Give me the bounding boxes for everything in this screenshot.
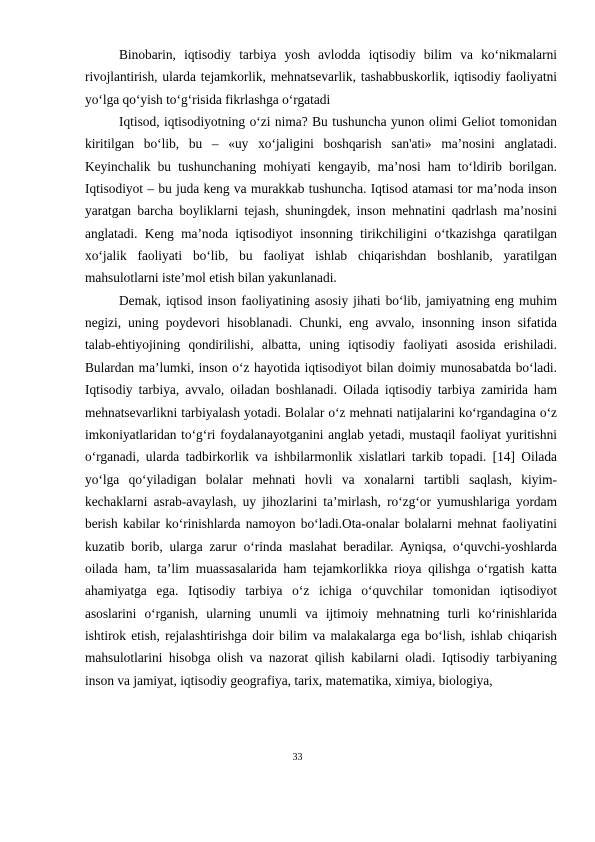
paragraph-family-economic-upbringing: Demak, iqtisod inson faoliyatining asosiy jihati bo‘lib, jamiyatning eng muhim negizi, uning poydevori hisoblanadi. Chunki, eng avvalo, insonning inson sifatida talab-ehtiyojining qondirilishi, albatta, uning iqtisodiy faoliyati asosida erishiladi. Bulardan ma’lumki, inson o‘z hayotida iqtisodiyot bilan doimiy munosabatda bo‘ladi. Iqtisodiy tarbiya, avvalo, oiladan boshlanadi. Oilada iqtisodiy tarbiya zamirida ham mehnatsevarlikni tarbiyalash yotadi. Bolalar o‘z mehnati natijalarini ko‘rgandagina o‘z imkoniyatlaridan to‘g‘ri foydalanayotganini anglab yetadi, mustaqil faoliyat yuritishni o‘rganadi, ularda tadbirkorlik va ishbilarmonlik xislatlari tarkib topadi. [14] Oilada yo‘lga qo‘yiladigan bolalar mehnati hovli va xonalarni tartibli saqlash, kiyim-kechaklarni asrab-avaylash, uy jihozlarini ta’mirlash, ro‘zg‘or yumushlariga yordam berish kabilar ko‘rinishlarda namoyon bo‘ladi.Ota-onalar bolalarni mehnat faoliyatini kuzatib borib, ularga zarur o‘rinda maslahat beradilar. Ayniqsa, o‘quvchi-yoshlarda oilada ham, ta’lim muassasalarida ham tejamkorlikka rioya qilishga o‘rgatish katta ahamiyatga ega. Iqtisodiy tarbiya o‘z ichiga o‘quvchilar tomonidan iqtisodiyot asoslarini o‘rganish, ularning unumli va ijtimoiy mehnatning turli ko‘rinishlarida ishtirok etish, rejalashtirishga doir bilim va malakalarga ega bo‘lish, ishlab chiqarish mahsulotlarini hisobga olish va nazorat qilish kabilarni oladi. Iqtisodiy tarbiyaning inson va jamiyat, iqtisodiy geografiya, tarix, matematika, ximiya, biologiya, (85, 292, 557, 688)
paragraph-economy-definition: Iqtisod, iqtisodiyotning o‘zi nima? Bu tushuncha yunon olimi Geliot tomonidan kiritilgan bo‘lib, bu – «uy xo‘jaligini boshqarish san'ati» ma’nosini anglatadi. Keyinchalik bu tushunchaning mohiyati kengayib, ma’nosi ham to‘ldirib borilgan. Iqtisodiyot – bu juda keng va murakkab tushuncha. Iqtisod atamasi tor ma’noda inson yaratgan barcha boyliklarni tejash, shuningdek, inson mehnatini qadrlash ma’nosini anglatadi. Keng ma’noda iqtisodiyot insonning tirikchiligini o‘tkazishga qaratilgan xo‘jalik faoliyati bo‘lib, bu faoliyat ishlab chiqarishdan boshlanib, yaratilgan mahsulotlarni iste’mol etish bilan yakunlanadi. (85, 114, 557, 286)
paragraph-economic-education: Binobarin, iqtisodiy tarbiya yosh avlodda iqtisodiy bilim va ko‘nikmalarni rivojlantirish, ularda tejamkorlik, mehnatsevarlik, tashabbuskorlik, iqtisodiy faoliyatni yo‘lga qo‘yish to‘g‘risida fikrlashga o‘rgatadi (85, 47, 557, 107)
page-number: 33 (292, 752, 303, 763)
page-body (85, 44, 557, 692)
